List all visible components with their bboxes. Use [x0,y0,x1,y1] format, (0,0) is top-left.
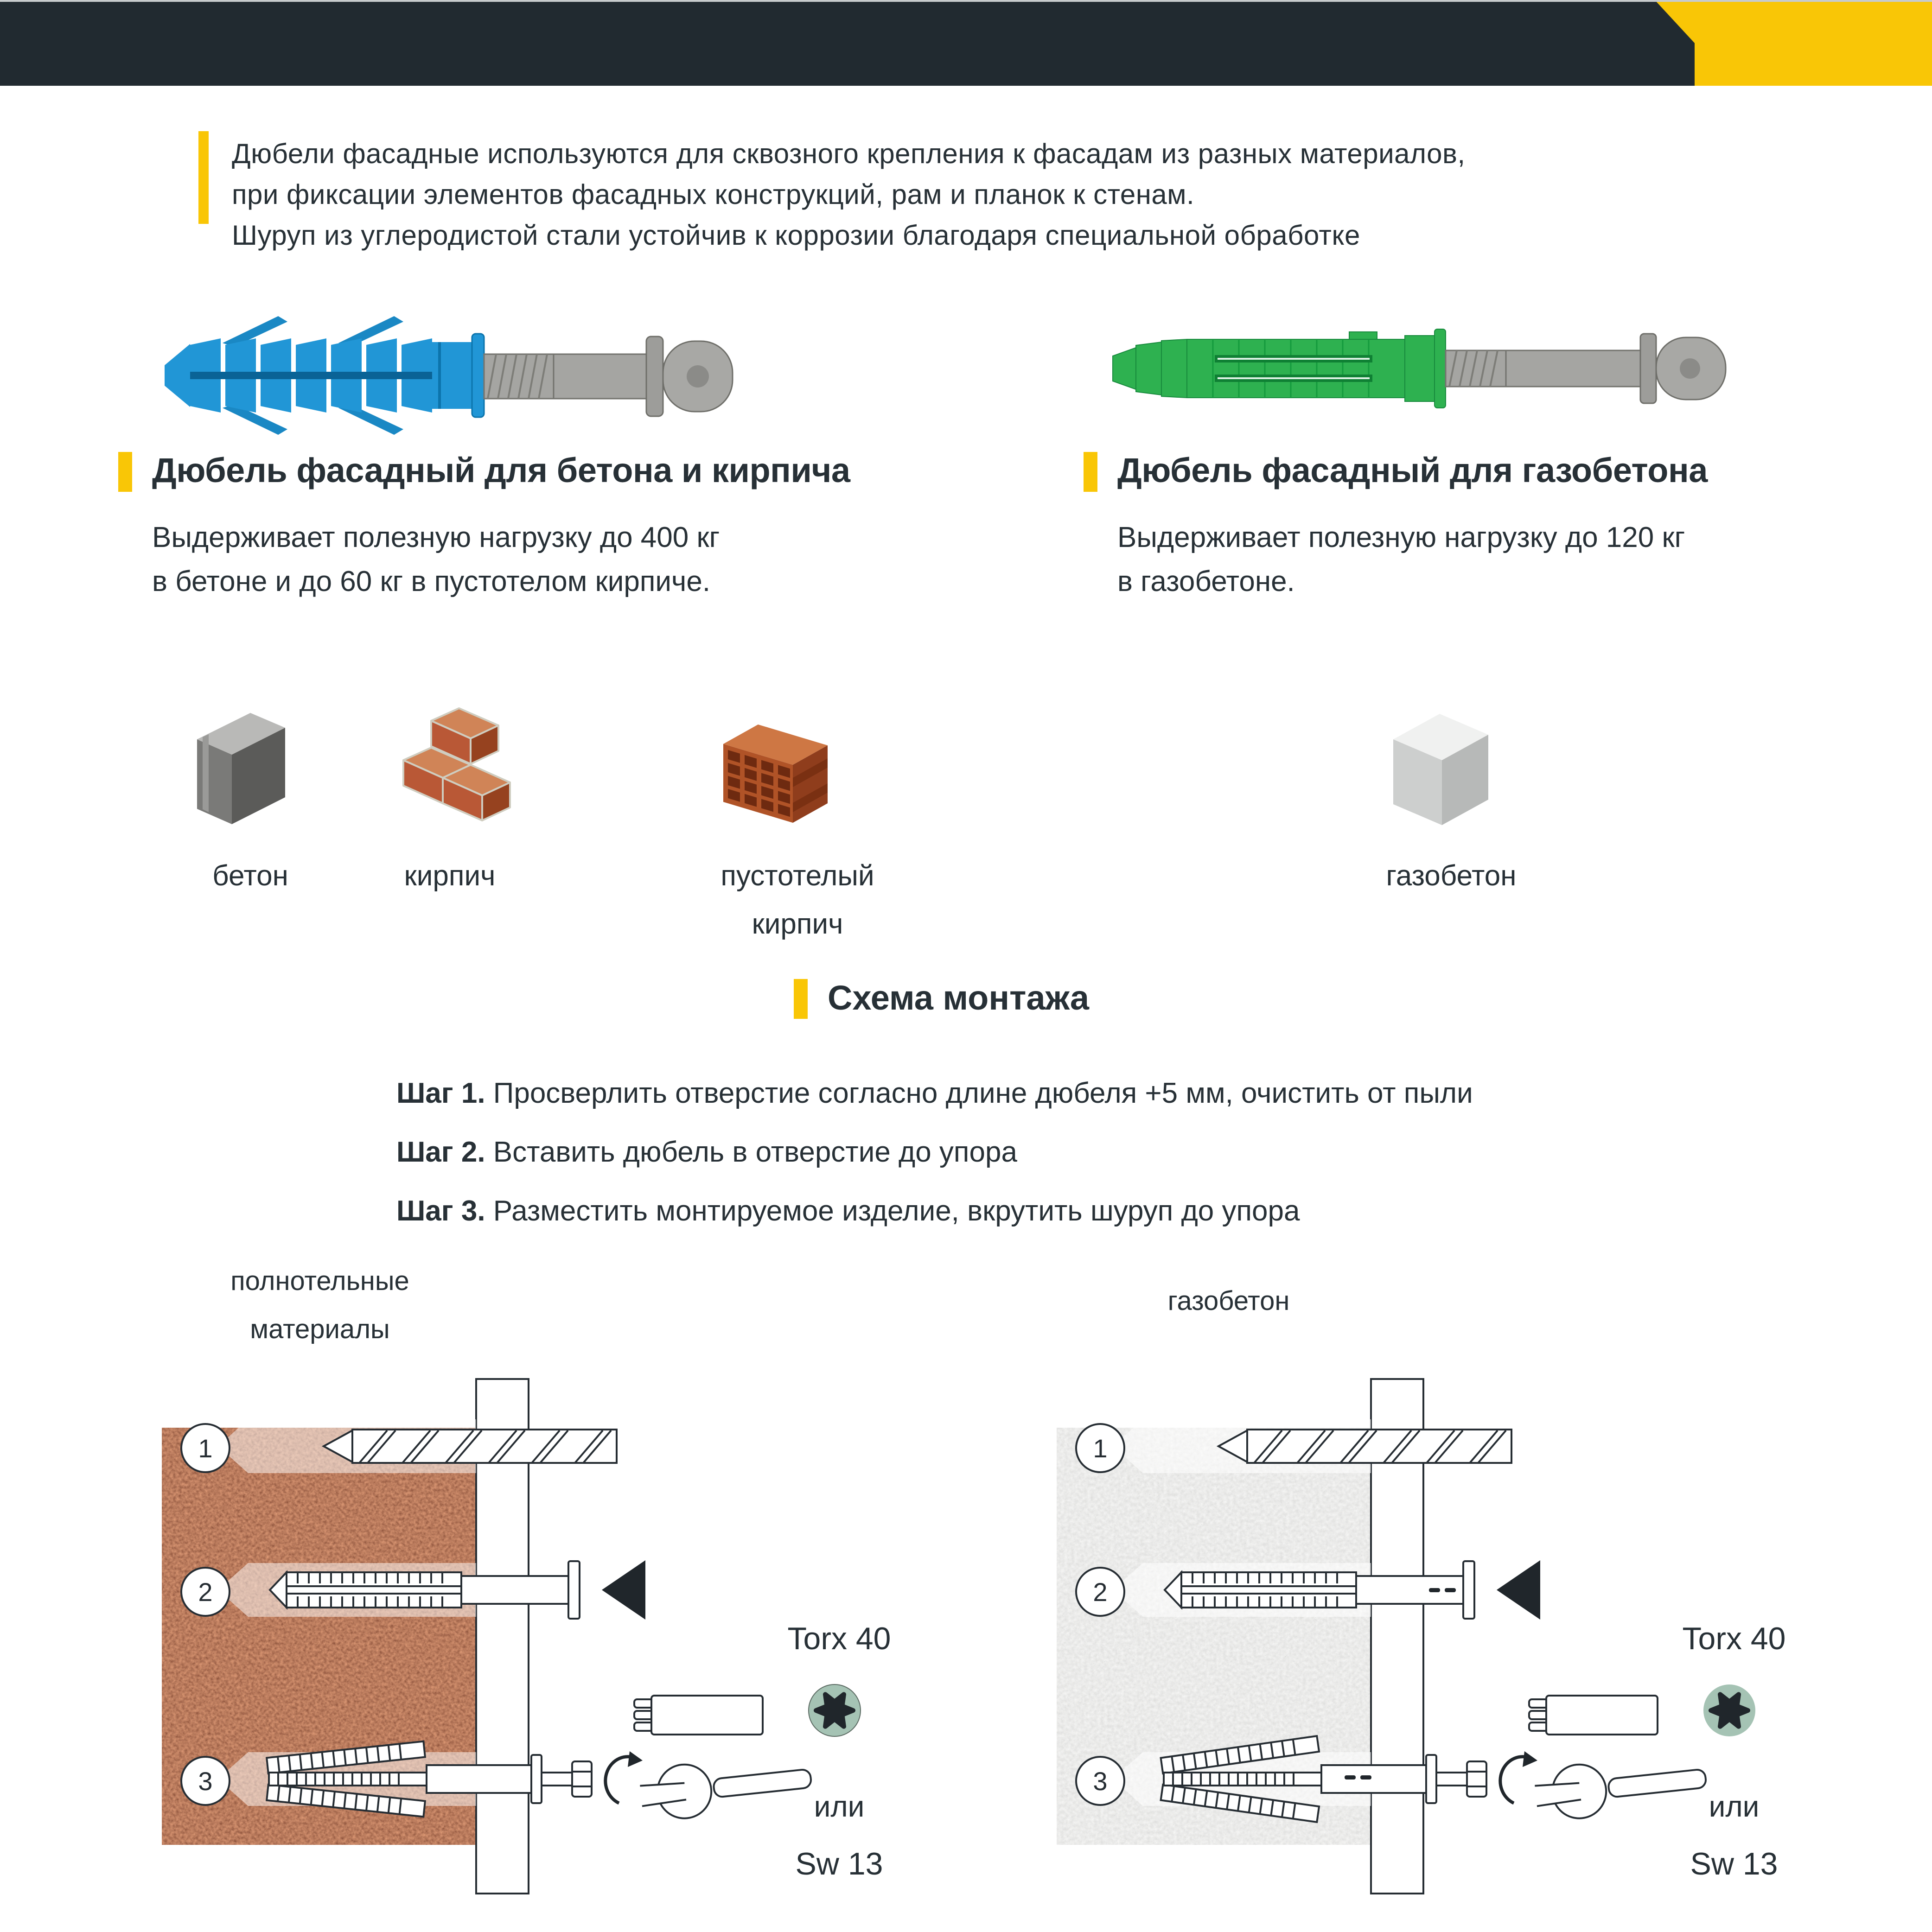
step-text: Разместить монтируемое изделие, вкрутить шуруп до упора [485,1195,1300,1227]
step-number: 2 [1093,1577,1108,1607]
step-number: 3 [1093,1766,1108,1796]
step-number: 2 [198,1577,213,1607]
intro-paragraph [232,133,1466,256]
step-number: 3 [198,1766,213,1796]
material-label-gas-concrete: газобетон [1386,860,1517,892]
scheme-title: Схема монтажа [828,979,1089,1017]
step-label: Шаг 3. [396,1195,485,1227]
scheme-steps [396,1064,1473,1240]
step-circle-3 [180,1756,230,1806]
diagram-label-line: полнотельные [230,1266,409,1296]
header-top-line [0,0,1932,2]
intro-line-2: при фиксации элементов фасадных конструкций, рам и планок к стенам. [232,179,1195,210]
material-brick-image [380,705,519,844]
step-circle-2 [180,1567,230,1617]
insert-arrow [1497,1560,1540,1620]
product-desc-gas-concrete [1117,515,1685,604]
intro-line-3: Шуруп из углеродистой стали устойчив к коррозии благодаря специальной обработке [232,220,1360,251]
material-label-line: кирпич [752,908,843,940]
desc-line: в газобетоне. [1117,566,1295,597]
material-hollow-brick-image [709,695,886,834]
diagram-gas-concrete [1048,1252,1859,1914]
drill-bit-drawing [324,1430,617,1463]
step-circle-2 [1075,1567,1125,1617]
tool-label-torx: Torx 40 [787,1621,891,1656]
intro-line-1: Дюбели фасадные используются для сквозного крепления к фасадам из разных материалов, [232,138,1466,169]
tool-or-label: или [1709,1790,1760,1823]
desc-line: в бетоне и до 60 кг в пустотелом кирпиче. [152,566,711,597]
step-number: 1 [198,1433,213,1463]
scheme-marker [794,979,808,1019]
material-concrete-image [181,705,320,844]
tool-label-sw13: Sw 13 [1690,1846,1778,1881]
torx-bit-drawing [1529,1696,1658,1735]
step-label: Шаг 1. [396,1077,485,1109]
tool-label-torx: Torx 40 [1682,1621,1786,1656]
tool-label-sw13: Sw 13 [795,1846,883,1881]
material-label-line: пустотелый [721,860,874,892]
material-label-brick: кирпич [404,860,496,892]
title-marker [1084,452,1097,492]
step-circle-1 [180,1423,230,1473]
diagram-label-line: материалы [250,1314,390,1344]
torx-icon [808,1684,861,1737]
header-dark-shape [0,0,1932,86]
intro-accent-bar [198,131,209,224]
torx-icon [1702,1684,1756,1737]
desc-line: Выдерживает полезную нагрузку до 400 кг [152,521,720,553]
diagram-solid-materials [153,1252,964,1914]
step-circle-1 [1075,1423,1125,1473]
diagram-label-line: газобетон [1167,1286,1290,1316]
product-desc-concrete-brick [152,515,720,604]
product-title-gas-concrete: Дюбель фасадный для газобетона [1117,451,1708,489]
step-text: Просверлить отверстие согласно длине дюбеля +5 мм, очистить от пыли [485,1077,1473,1109]
screw-recess [687,365,709,388]
blue-dowel-image [158,315,793,436]
drill-bit-drawing [1218,1430,1511,1463]
step-label: Шаг 2. [396,1136,485,1168]
step-line-1 [396,1064,1473,1123]
torx-bit-drawing [634,1696,763,1735]
step-number: 1 [1093,1433,1108,1463]
insert-arrow [602,1560,645,1620]
product-title-concrete-brick: Дюбель фасадный для бетона и кирпича [152,451,850,489]
step-text: Вставить дюбель в отверстие до упора [485,1136,1017,1168]
material-gas-concrete-image [1370,700,1532,839]
screw-recess [1680,358,1700,379]
title-marker [118,452,132,492]
header-bar [0,0,1932,86]
step-line-3 [396,1182,1473,1240]
green-dowel-image [1108,320,1757,417]
desc-line: Выдерживает полезную нагрузку до 120 кг [1117,521,1685,553]
material-label-concrete: бетон [212,860,288,892]
tool-or-label: или [814,1790,865,1823]
step-circle-3 [1075,1756,1125,1806]
step-line-2 [396,1123,1473,1182]
material-label-hollow-brick [709,852,886,948]
